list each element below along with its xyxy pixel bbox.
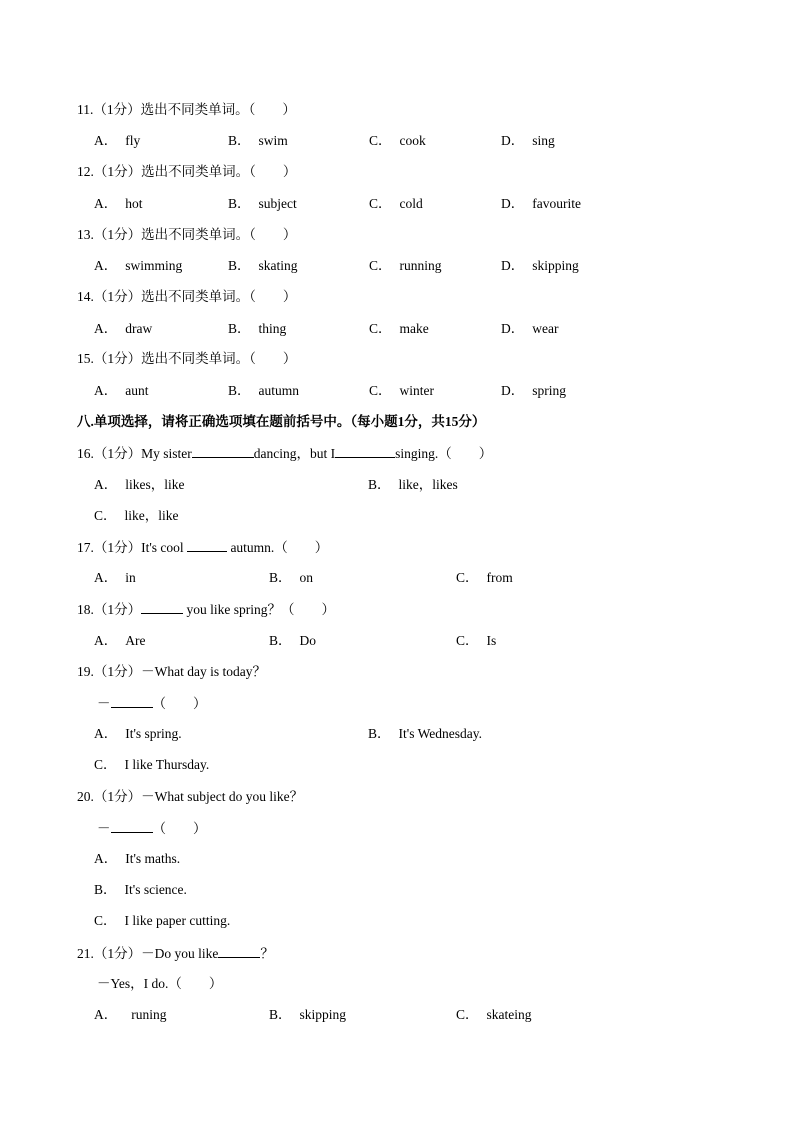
option-a[interactable]: A． hot: [94, 196, 143, 211]
option-a[interactable]: A． draw: [94, 321, 153, 336]
question-20-stem: 20.（1分）－What subject do you like？: [77, 789, 304, 804]
option-c[interactable]: C． cold: [369, 196, 423, 211]
option-c[interactable]: C． winter: [369, 383, 435, 398]
option-c[interactable]: C． make: [369, 321, 429, 336]
question-16-options: [0, 476, 794, 494]
option-a[interactable]: A． fly: [94, 133, 141, 148]
answer-blank: [335, 444, 395, 458]
question-21-options: [0, 1006, 794, 1024]
option-b[interactable]: B． swim: [228, 133, 288, 148]
option-a[interactable]: A． It's maths.: [94, 851, 181, 866]
option-b[interactable]: B． like，likes: [368, 477, 458, 492]
option-b[interactable]: B． Do: [269, 633, 317, 648]
question-15-options: [0, 382, 794, 400]
question-12-stem: 12.（1分）选出不同类单词。（ ）: [77, 164, 297, 179]
option-c[interactable]: C． Is: [456, 633, 497, 648]
question-13-stem: 13.（1分）选出不同类单词。（ ）: [77, 227, 297, 242]
question-19-options-row2: [0, 756, 794, 774]
question-20-option-a-row: [0, 850, 794, 868]
option-b[interactable]: B． skating: [228, 258, 298, 273]
question-17-options: [0, 569, 794, 587]
question-13-options: [0, 257, 794, 275]
question-16-stem: 16.（1分）My sister dancing，but I singing.（ ）: [77, 446, 493, 461]
option-c[interactable]: C． skateing: [456, 1007, 532, 1022]
question-18-options: [0, 632, 794, 650]
question-19-stem: 19.（1分）－What day is today？: [77, 664, 266, 679]
answer-blank: [141, 600, 183, 614]
option-b[interactable]: B． thing: [228, 321, 287, 336]
question-21-reply: －Yes，I do.（ ）: [97, 976, 223, 991]
question-20-option-c-row: [0, 912, 794, 930]
question-15-stem: 15.（1分）选出不同类单词。（ ）: [77, 351, 297, 366]
option-b[interactable]: B． It's Wednesday.: [368, 726, 482, 741]
option-c[interactable]: C． from: [456, 570, 513, 585]
option-b[interactable]: B． autumn: [228, 383, 300, 398]
option-a[interactable]: A． runing: [94, 1007, 167, 1022]
section-title: 八.单项选择，请将正确选项填在题前括号中。（每小题1分，共15分）: [77, 414, 486, 429]
answer-blank: [192, 444, 254, 458]
option-a[interactable]: A． aunt: [94, 383, 149, 398]
question-11-stem: 11.（1分）选出不同类单词。（ ）: [77, 102, 296, 117]
option-d[interactable]: D． wear: [501, 321, 559, 336]
option-d[interactable]: D． spring: [501, 383, 566, 398]
option-a[interactable]: A． in: [94, 570, 136, 585]
option-c[interactable]: C． like，like: [94, 508, 179, 523]
question-12-options: [0, 195, 794, 213]
question-19-options: [0, 725, 794, 743]
question-17-stem: 17.（1分）It's cool autumn.（ ）: [77, 540, 329, 555]
option-c[interactable]: C． I like Thursday.: [94, 757, 210, 772]
option-c[interactable]: C． I like paper cutting.: [94, 913, 231, 928]
option-d[interactable]: D． sing: [501, 133, 555, 148]
option-c[interactable]: C． cook: [369, 133, 426, 148]
option-a[interactable]: A． swimming: [94, 258, 183, 273]
question-19-reply: － （ ）: [97, 696, 207, 711]
option-a[interactable]: A． It's spring.: [94, 726, 182, 741]
answer-blank: [111, 694, 153, 708]
option-a[interactable]: A． likes，like: [94, 477, 185, 492]
question-20-option-b-row: [0, 881, 794, 899]
answer-blank: [218, 944, 260, 958]
answer-blank: [187, 538, 227, 552]
option-a[interactable]: A． Are: [94, 633, 146, 648]
answer-blank: [111, 819, 153, 833]
question-18-stem: 18.（1分） you like spring？（ ）: [77, 602, 335, 617]
question-21-stem: 21.（1分）－Do you like ？: [77, 946, 274, 961]
option-b[interactable]: B． subject: [228, 196, 297, 211]
question-11-options: [0, 132, 794, 150]
option-d[interactable]: D． favourite: [501, 196, 581, 211]
question-20-reply: － （ ）: [97, 821, 207, 836]
option-b[interactable]: B． It's science.: [94, 882, 187, 897]
option-c[interactable]: C． running: [369, 258, 442, 273]
option-b[interactable]: B． skipping: [269, 1007, 347, 1022]
question-14-stem: 14.（1分）选出不同类单词。（ ）: [77, 289, 297, 304]
option-b[interactable]: B． on: [269, 570, 314, 585]
question-14-options: [0, 320, 794, 338]
question-16-options-row2: [0, 507, 794, 525]
option-d[interactable]: D． skipping: [501, 258, 579, 273]
